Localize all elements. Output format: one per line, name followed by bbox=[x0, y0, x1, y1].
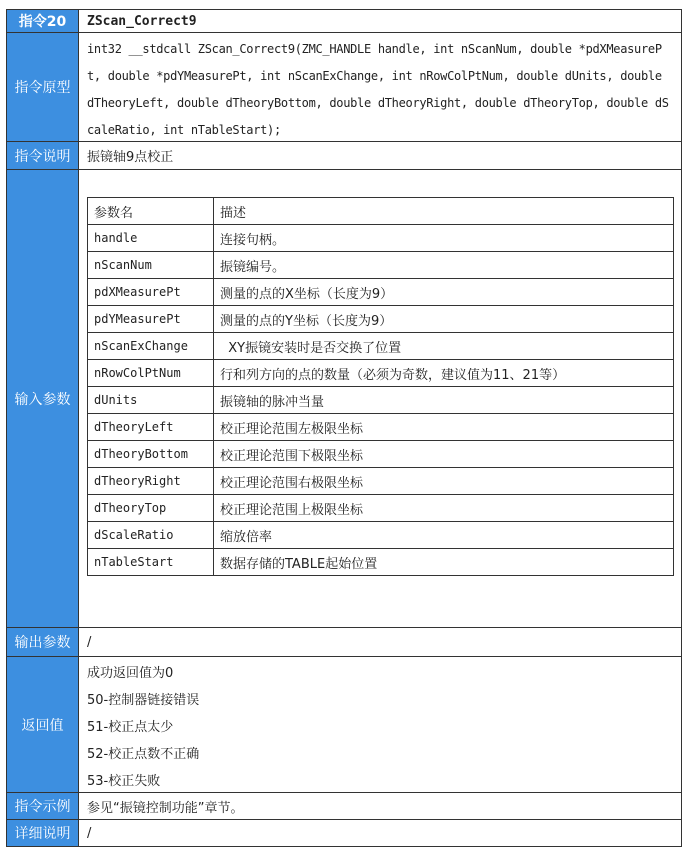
row-input bbox=[7, 170, 681, 628]
example-text: 参见“振镜控制功能”章节。 bbox=[87, 800, 244, 816]
label-output: 输出参数 bbox=[7, 628, 79, 656]
param-name: dScaleRatio bbox=[88, 522, 214, 549]
row-example bbox=[7, 793, 681, 820]
label-description: 指令说明 bbox=[7, 142, 79, 169]
params-table bbox=[87, 197, 674, 576]
param-desc: 测量的点的Y坐标（长度为9） bbox=[214, 306, 674, 333]
param-name: nRowColPtNum bbox=[88, 360, 214, 387]
label-detail: 详细说明 bbox=[7, 820, 79, 846]
param-name: dTheoryBottom bbox=[88, 441, 214, 468]
param-desc: 校正理论范围右极限坐标 bbox=[214, 468, 674, 495]
command-name: ZScan_Correct9 bbox=[87, 13, 197, 29]
param-name: dTheoryLeft bbox=[88, 414, 214, 441]
list-item: 成功返回值为0 bbox=[87, 666, 174, 681]
list-item: 51-校正点太少 bbox=[87, 720, 174, 735]
table-row bbox=[88, 279, 674, 306]
label-returns: 返回值 bbox=[7, 657, 79, 792]
table-row bbox=[88, 306, 674, 333]
param-name: nScanNum bbox=[88, 252, 214, 279]
param-desc: 振镜编号。 bbox=[214, 252, 674, 279]
params-header-row bbox=[88, 198, 674, 225]
list-item: 50-控制器链接错误 bbox=[87, 693, 200, 708]
command-doc-table bbox=[6, 9, 682, 847]
row-command bbox=[7, 10, 681, 33]
param-desc: 数据存储的TABLE起始位置 bbox=[214, 549, 674, 576]
params-header-desc: 描述 bbox=[214, 198, 674, 225]
table-row bbox=[88, 225, 674, 252]
description-text: 振镜轴9点校正 bbox=[87, 150, 174, 165]
param-desc: 振镜轴的脉冲当量 bbox=[214, 387, 674, 414]
param-desc: 缩放倍率 bbox=[214, 522, 674, 549]
row-detail bbox=[7, 820, 681, 846]
row-description bbox=[7, 142, 681, 170]
param-name: dTheoryTop bbox=[88, 495, 214, 522]
param-name: handle bbox=[88, 225, 214, 252]
list-item: 52-校正点数不正确 bbox=[87, 747, 200, 762]
output-text: / bbox=[87, 634, 92, 650]
param-desc: 校正理论范围下极限坐标 bbox=[214, 441, 674, 468]
detail-text: / bbox=[87, 825, 92, 841]
table-row bbox=[88, 333, 674, 360]
param-desc: 校正理论范围左极限坐标 bbox=[214, 414, 674, 441]
table-row bbox=[88, 360, 674, 387]
param-desc: 测量的点的X坐标（长度为9） bbox=[214, 279, 674, 306]
params-header-name: 参数名 bbox=[88, 198, 214, 225]
row-returns bbox=[7, 657, 681, 793]
param-name: nTableStart bbox=[88, 549, 214, 576]
table-row bbox=[88, 522, 674, 549]
param-name: pdYMeasurePt bbox=[88, 306, 214, 333]
table-row bbox=[88, 495, 674, 522]
row-output bbox=[7, 628, 681, 657]
table-row bbox=[88, 414, 674, 441]
param-desc: 连接句柄。 bbox=[214, 225, 674, 252]
row-prototype bbox=[7, 33, 681, 142]
param-name: dTheoryRight bbox=[88, 468, 214, 495]
param-desc: XY振镜安装时是否交换了位置 bbox=[214, 333, 674, 360]
table-row bbox=[88, 441, 674, 468]
label-prototype: 指令原型 bbox=[7, 33, 79, 141]
list-item: 53-校正失败 bbox=[87, 774, 161, 789]
param-desc: 校正理论范围上极限坐标 bbox=[214, 495, 674, 522]
table-row bbox=[88, 387, 674, 414]
table-row bbox=[88, 468, 674, 495]
param-name: nScanExChange bbox=[88, 333, 214, 360]
table-row bbox=[88, 549, 674, 576]
label-command: 指令20 bbox=[7, 10, 79, 32]
label-example: 指令示例 bbox=[7, 793, 79, 819]
returns-list bbox=[87, 657, 199, 795]
prototype-text: int32 __stdcall ZScan_Correct9(ZMC_HANDLE handle, int nScanNum, double *pdXMeasurePt, double *pdYMeasurePt, int nScanExChange, int nRowColPtNum, double dUnits, double dTheoryLeft, double dTheoryBottom, double dTheoryRight, double dTheoryTop, double dScaleRatio, int nTableStart); bbox=[87, 42, 669, 137]
param-desc: 行和列方向的点的数量（必须为奇数，建议值为11、21等） bbox=[214, 360, 674, 387]
table-row bbox=[88, 252, 674, 279]
param-name: pdXMeasurePt bbox=[88, 279, 214, 306]
param-name: dUnits bbox=[88, 387, 214, 414]
label-input: 输入参数 bbox=[7, 170, 79, 627]
